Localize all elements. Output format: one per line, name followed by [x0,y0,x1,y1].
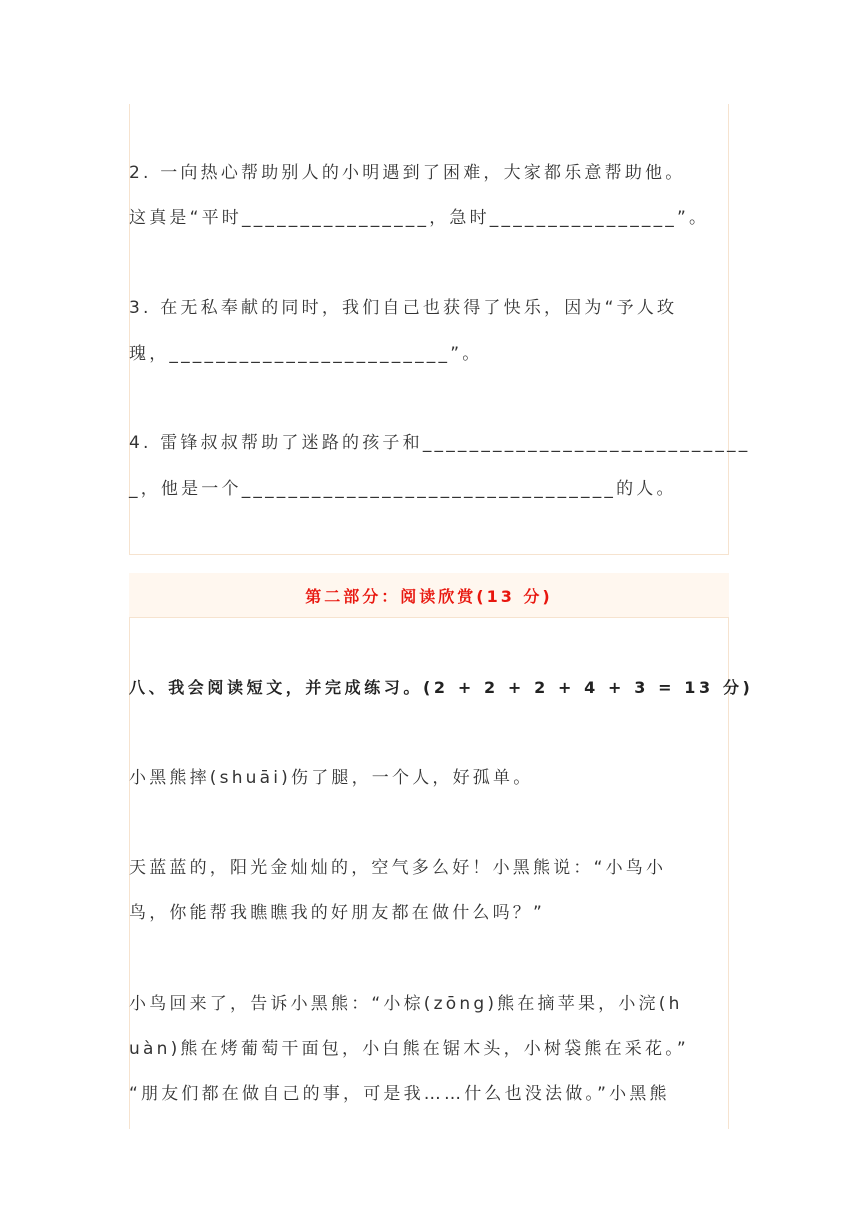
passage-paragraph-3-line-1: 小鸟回来了，告诉小黑熊：“小棕(zōng)熊在摘苹果，小浣(h [129,994,683,1014]
passage-paragraph-1: 小黑熊摔(shuāi)伤了腿，一个人，好孤单。 [129,768,534,788]
question-3-line-1: 3. 在无私奉献的同时，我们自己也获得了快乐，因为“予人玫 [129,298,678,318]
passage-paragraph-3-line-2: uàn)熊在烤葡萄干面包，小白熊在锯木头，小树袋熊在采花。” [129,1039,689,1059]
question-2-line-2: 这真是“平时________________，急时________________”。 [129,208,710,228]
passage-paragraph-3-line-3: “朋友们都在做自己的事，可是我……什么也没法做。”小黑熊 [129,1084,670,1104]
question-2-line-1: 2. 一向热心帮助别人的小明遇到了困难，大家都乐意帮助他。 [129,163,686,183]
exercise-heading: 八、我会阅读短文，并完成练习。(2 + 2 + 2 + 4 + 3 = 13 分) [129,678,754,697]
section-title: 第二部分：阅读欣赏(13 分) [305,586,553,606]
passage-paragraph-2-line-2: 鸟，你能帮我瞧瞧我的好朋友都在做什么吗？” [129,903,546,923]
question-4-line-1: 4. 雷锋叔叔帮助了迷路的孩子和____________________________ [129,433,751,453]
question-3-line-2: 瑰，________________________”。 [129,344,483,364]
question-4-line-2: _，他是一个________________________________的人。 [129,479,677,499]
section-title-bar [129,573,729,617]
passage-paragraph-2-line-1: 天蓝蓝的，阳光金灿灿的，空气多么好！小黑熊说：“小鸟小 [129,858,667,878]
